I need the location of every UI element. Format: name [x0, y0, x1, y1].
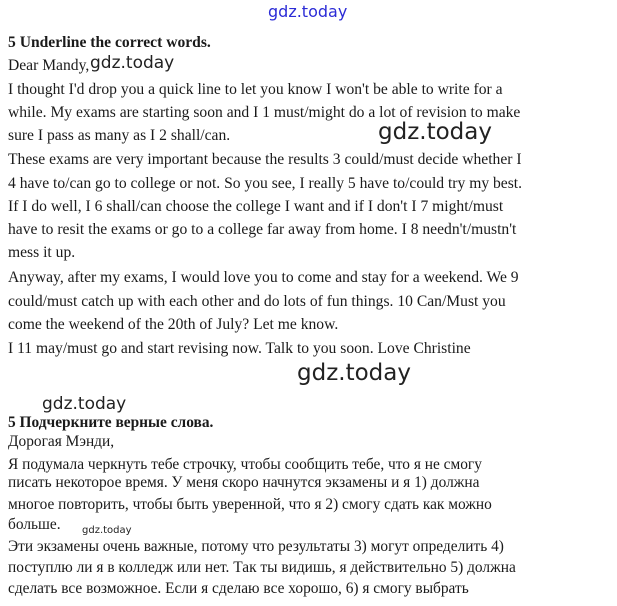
watermark-2: gdz.today: [378, 119, 492, 145]
letter-line-ru: Я подумала черкнуть тебе строчку, чтобы сообщить тебе, что я не смогу: [8, 456, 482, 473]
watermark-inline-1: gdz.today: [90, 53, 175, 73]
letter-line-ru: Эти экзамены очень важные, потому что результаты 3) могут определить 4): [8, 538, 504, 555]
letter-line-en: I 11 may/must go and start revising now. Talk to you soon. Love Christine: [8, 340, 471, 357]
letter-line-ru: писать некоторое время. У меня скоро начнутся экзамены и я 1) должна: [8, 474, 480, 491]
exercise-heading-ru: 5 Подчеркните верные слова.: [8, 414, 214, 431]
letter-line-en: Anyway, after my exams, I would love you to come and stay for a weekend. We 9: [8, 269, 519, 286]
letter-line-en: have to resit the exams or go to a college far away from home. I 8 needn't/mustn't: [8, 221, 517, 238]
watermark-4: gdz.today: [42, 394, 127, 414]
letter-line-en: I thought I'd drop you a quick line to let you know I won't be able to write for a: [8, 81, 503, 98]
watermark-top: gdz.today: [268, 2, 348, 21]
watermark-3: gdz.today: [297, 360, 411, 386]
letter-line-ru: поступлю ли я в колледж или нет. Так ты видишь, я действительно 5) должна: [8, 559, 516, 576]
letter-line-en: come the weekend of the 20th of July? Let me know.: [8, 316, 339, 333]
letter-line-en: mess it up.: [8, 244, 76, 261]
letter-line-ru: сделать все возможное. Если я сделаю все хорошо, 6) я смогу выбрать: [8, 580, 469, 597]
letter-line-en: If I do well, I 6 shall/can choose the college I want and if I don't I 7 might/must: [8, 198, 504, 215]
letter-line-en: 4 have to/can go to college or not. So you see, I really 5 have to/could try my best.: [8, 175, 523, 192]
letter-line-ru: Дорогая Мэнди,: [8, 433, 115, 450]
exercise-heading-en: 5 Underline the correct words.: [8, 34, 211, 51]
letter-line-ru: больше.: [8, 516, 61, 533]
letter-line-en: could/must catch up with each other and do lots of fun things. 10 Can/Must you: [8, 293, 506, 310]
letter-line-en: These exams are very important because the results 3 could/must decide whether I: [8, 151, 522, 168]
letter-line-en: sure I pass as many as I 2 shall/can.: [8, 127, 231, 144]
watermark-5: gdz.today: [82, 525, 132, 536]
letter-line-en: Dear Mandy,: [8, 57, 90, 74]
letter-line-en: while. My exams are starting soon and I 1 must/might do a lot of revision to make: [8, 104, 521, 121]
letter-line-ru: многое повторить, чтобы быть уверенной, что я 2) смогу сдать как можно: [8, 496, 492, 513]
